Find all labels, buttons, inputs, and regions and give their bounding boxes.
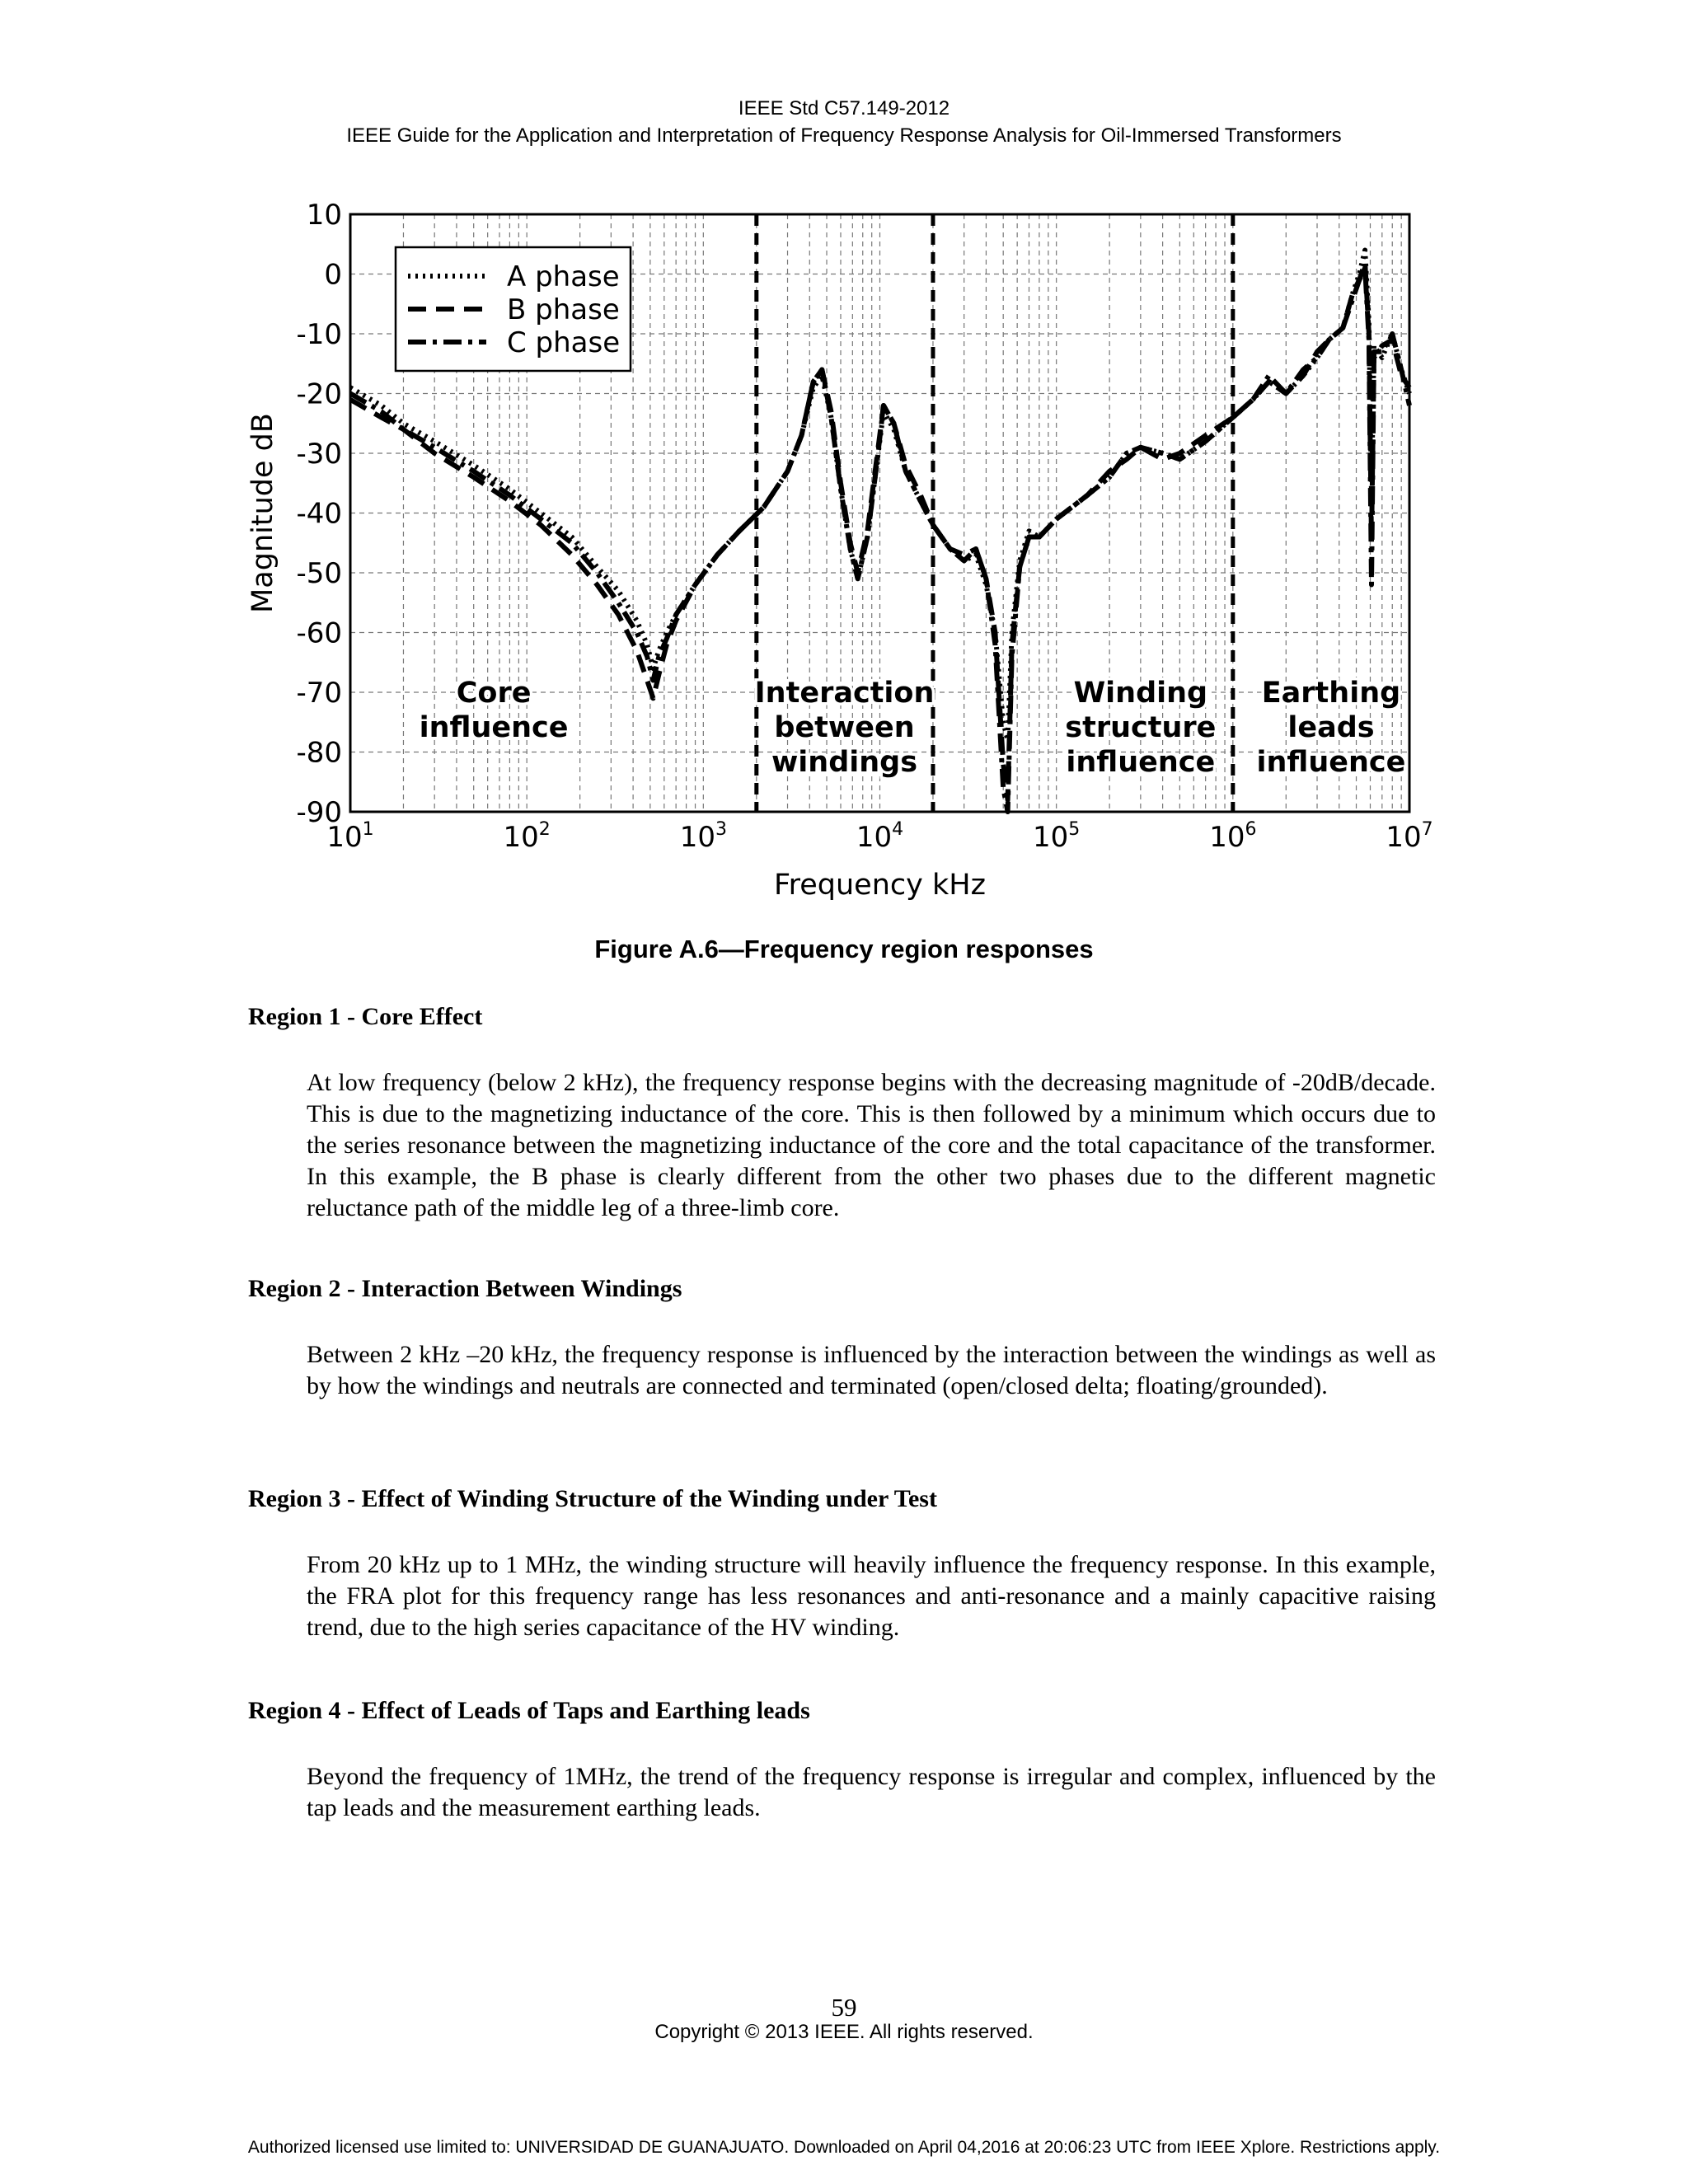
region-label: Earthing leads influence [1256,677,1406,779]
copyright-notice: Copyright © 2013 IEEE. All rights reserved. [654,2021,1034,2043]
running-header-standard: IEEE Std C57.149-2012 [738,97,950,120]
x-tick-label: $10^2$ [503,819,551,854]
section-body: From 20 kHz up to 1 MHz, the winding structure will heavily influence the frequency response. In this example, the FRA plot for this frequency range has less resonances and anti-resonance and a mainly capacitive raising trend, due to the high series capacitance of the HV winding. [307,1551,1436,1641]
y-tick-label: 10 [306,199,342,232]
x-tick-label: $10^4$ [856,819,904,854]
y-tick-label: -50 [296,557,342,590]
y-tick-label: -90 [296,796,342,829]
y-tick-label: -80 [296,736,342,770]
region-label: Core influence [419,677,569,744]
y-tick-label: -70 [296,677,342,710]
x-tick-label: $10^1$ [326,819,374,854]
section-body: Between 2 kHz –20 kHz, the frequency response is influenced by the interaction between the windings as well as by how the windings and neutrals are connected and terminated (open/closed delta; floating/grounded). [307,1341,1436,1399]
y-tick-label: -20 [296,377,342,411]
y-tick-label: -10 [296,318,342,351]
legend-entry: B phase [507,293,620,326]
x-axis-label: Frequency kHz [774,869,986,902]
x-axis-ticks [326,819,1432,854]
region-label: Interaction between windings [754,677,935,779]
legend-entry: C phase [507,326,621,359]
x-tick-label: $10^3$ [679,819,727,854]
x-tick-label: $10^5$ [1033,819,1081,854]
page-number: 59 [831,1993,857,2022]
y-axis-label: Magnitude dB [246,413,279,613]
x-tick-label: $10^7$ [1386,819,1433,854]
section-heading: Region 1 - Core Effect [248,1003,483,1030]
figure-caption: Figure A.6—Frequency region responses [594,935,1094,963]
section-heading: Region 3 - Effect of Winding Structure of the Winding under Test [248,1485,937,1512]
license-notice: Authorized licensed use limited to: UNIVERSIDAD DE GUANAJUATO. Downloaded on April 04,2016 at 20:06:23 UTC from IEEE Xplore. Restrictions apply. [247,2138,1441,2157]
x-tick-label: $10^6$ [1209,819,1257,854]
section-body: At low frequency (below 2 kHz), the frequency response begins with the decreasing magnitude of -20dB/decade. This is due to the magnetizing inductance of the core. This is then followed by a minimum which occurs due to the series resonance between the magnetizing inductance of the core and the total capacitance of the transformer. In this example, the B phase is clearly different from the other two phases due to the different magnetic reluctance path of the middle leg of a three-limb core. [307,1069,1436,1221]
y-tick-label: -60 [296,616,342,650]
running-header-title: IEEE Guide for the Application and Interpretation of Frequency Response Analysis for Oil-Immersed Transformers [346,124,1342,147]
legend-entry: A phase [507,260,620,293]
section-body: Beyond the frequency of 1MHz, the trend of the frequency response is irregular and complex, influenced by the tap leads and the measurement earthing leads. [307,1763,1436,1821]
y-axis-ticks [296,199,342,829]
section-heading: Region 4 - Effect of Leads of Taps and Earthing leads [248,1697,810,1724]
y-tick-label: -40 [296,497,342,531]
section-heading: Region 2 - Interaction Between Windings [248,1275,682,1302]
region-label: Winding structure influence [1065,677,1217,779]
y-tick-label: -30 [296,438,342,471]
y-tick-label: 0 [324,258,342,292]
chart-legend [396,247,631,371]
frequency-response-chart [239,190,1451,907]
